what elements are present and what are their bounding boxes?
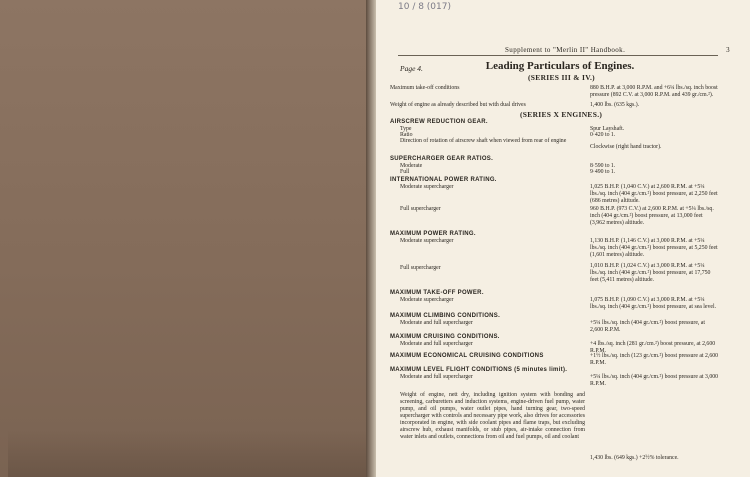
section-title: MAXIMUM CLIMBING CONDITIONS.	[390, 313, 501, 319]
row-label: Moderate and full supercharger	[400, 374, 473, 380]
section-title: INTERNATIONAL POWER RATING.	[390, 177, 497, 183]
header-page-number: 3	[726, 46, 730, 54]
header-title: Supplement to "Merlin II" Handbook.	[505, 46, 626, 54]
row-value: 1,400 lbs. (635 kgs.).	[590, 102, 640, 108]
section-title: MAXIMUM CRUISING CONDITIONS.	[390, 334, 500, 340]
row-label: Moderate	[400, 163, 423, 169]
section-title: MAXIMUM LEVEL FLIGHT CONDITIONS (5 minutes limit).	[390, 367, 568, 373]
row-label: Full supercharger	[400, 265, 441, 271]
pencil-note: 10 / 8 (017)	[398, 2, 451, 12]
row-label: Full	[400, 169, 410, 175]
row-label: Moderate and full supercharger	[400, 320, 473, 326]
series-iii-iv-heading: (SERIES III & IV.)	[528, 73, 595, 82]
row-label: Ratio	[400, 132, 413, 138]
section-title: MAXIMUM TAKE-OFF POWER.	[390, 290, 484, 296]
row-value: 1,010 B.H.P. (1,024 C.V.) at 3,000 R.P.M. at +5¼ lbs./sq. inch (404 gr./cm.²) boost pressure, at 17,750 feet (5,411 metres) altitude.	[590, 263, 711, 283]
row-label: Type	[400, 126, 412, 132]
row-value: 1,130 B.H.P. (1,146 C.V.) at 3,000 R.P.M. at +5¼ lbs./sq. inch (404 gr./cm.²) boost pressure, at 5,250 feet (1,601 metres) altitude.	[590, 238, 718, 258]
row-value: 8·590 to 1.	[590, 163, 616, 169]
row-label: Moderate supercharger	[400, 184, 454, 190]
handbook-cover	[0, 0, 372, 477]
weight-value: 1,430 lbs. (649 kgs.) +2½% tolerance.	[590, 455, 679, 461]
row-value: Spur Layshaft.	[590, 126, 625, 132]
row-label: Moderate and full supercharger	[400, 341, 473, 347]
page-fold	[366, 0, 376, 477]
row-value: 880 B.H.P. at 3,000 R.P.M. and +6¼ lbs./sq. inch boost pressure (892 C.V. at 3,000 R.P.M. and 439 gr./cm.²).	[590, 85, 718, 98]
section-title: MAXIMUM ECONOMICAL CRUISING CONDITIONS	[390, 353, 544, 359]
section-title: AIRSCREW REDUCTION GEAR.	[390, 119, 488, 125]
running-header	[505, 46, 730, 54]
page-label: Page 4.	[400, 64, 423, 73]
row-value: Clockwise (right hand tractor).	[590, 144, 662, 150]
row-value: 1,075 B.H.P. (1,090 C.V.) at 3,000 R.P.M. at +5¼ lbs./sq. inch (404 gr./cm.²) boost pressure, at sea level.	[590, 297, 717, 310]
row-label: Moderate supercharger	[400, 297, 454, 303]
row-value: 9·490 to 1.	[590, 169, 616, 175]
row-value: 0·420 to 1.	[590, 132, 616, 138]
row-value: +5¼ lbs./sq. inch (404 gr./cm.²) boost pressure, at 2,600 R.P.M.	[590, 320, 705, 333]
row-value: +5¼ lbs./sq. inch (404 gr./cm.²) boost pressure at 3,000 R.P.M.	[590, 374, 719, 387]
series-x-heading: (SERIES X ENGINES.)	[520, 110, 603, 119]
row-value: +1½ lbs./sq. inch (123 gr./cm.²) boost pressure at 2,600 R.P.M.	[590, 353, 719, 366]
row-label: Full supercharger	[400, 206, 441, 212]
row-label: Maximum take-off conditions	[390, 85, 460, 91]
row-value: 960 B.H.P. (973 C.V.) at 2,600 R.P.M. at +5¼ lbs./sq. inch (404 gr./cm.²) boost pressure, at 13,000 feet (3,962 metres) altitude.	[590, 206, 714, 226]
row-label: Direction of rotation of airscrew shaft when viewed from rear of engine	[400, 138, 567, 144]
row-value: +4 lbs./sq. inch (281 gr./cm.²) boost pressure, at 2,600 R.P.M.	[590, 341, 716, 354]
section-title: SUPERCHARGER GEAR RATIOS.	[390, 156, 494, 162]
header-rule	[398, 55, 718, 56]
row-value: 1,025 B.H.P. (1,040 C.V.) at 2,600 R.P.M. at +5¼ lbs./sq. inch (404 gr./cm.²) boost pressure, at 2,250 feet (686 metres) altitude.	[590, 184, 718, 204]
section-title: MAXIMUM POWER RATING.	[390, 231, 476, 237]
main-title: Leading Particulars of Engines.	[485, 60, 635, 72]
row-label: Moderate supercharger	[400, 238, 454, 244]
row-label: Weight of engine as already described but with dual drives	[390, 102, 526, 108]
weight-note: Weight of engine, nett dry, including ignition system with bonding and screening, carburetters and induction systems, engine-driven fuel pump, water pump, and oil pumps, water outlet pipes, hand turning gear, two-speed supercharger with controls and necessary pipe work, also drives for accessories incorporated in engine, with side coolant pipes and flame traps, but excluding airscrew hub, exhaust manifolds, or stub pipes, air-intake connection from water inlets and outlets, connections from oil and fuel pumps, oil and coolant	[400, 392, 585, 440]
